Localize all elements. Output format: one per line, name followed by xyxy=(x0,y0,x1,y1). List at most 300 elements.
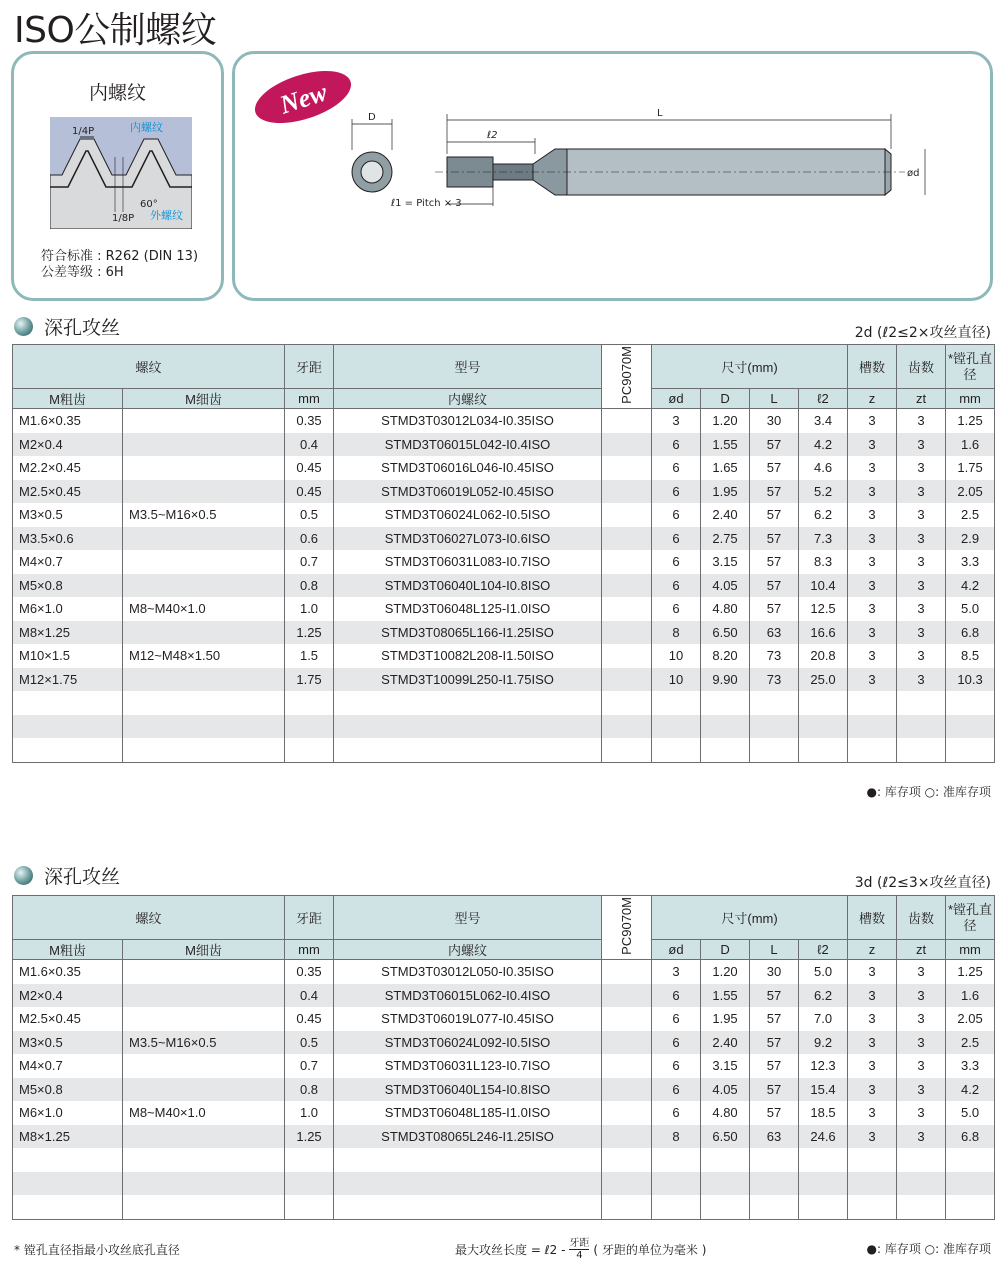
header-pitch-unit: mm xyxy=(285,940,334,960)
dim-od-label: ød xyxy=(907,168,920,179)
cell-od: 6 xyxy=(652,480,701,504)
cell-m-fine xyxy=(123,574,285,598)
cell-D: 2.75 xyxy=(701,527,750,551)
cell-z: 3 xyxy=(848,433,897,457)
table-row xyxy=(13,1054,995,1078)
cell-l2: 12.3 xyxy=(799,1054,848,1078)
cell-model: STMD3T06040L154-I0.8ISO xyxy=(334,1078,602,1102)
cell-zt: 3 xyxy=(897,597,946,621)
table-row xyxy=(13,738,995,762)
table-row xyxy=(13,527,995,551)
header-l2: ℓ2 xyxy=(799,940,848,960)
cell-D: 1.55 xyxy=(701,433,750,457)
cell-model xyxy=(334,1195,602,1219)
cell-model: STMD3T06015L042-I0.4ISO xyxy=(334,433,602,457)
footer-formula xyxy=(455,1238,706,1261)
cell-grade xyxy=(602,1195,652,1219)
cell-od xyxy=(652,1172,701,1196)
table-row xyxy=(13,1172,995,1196)
page-title: ISO公制螺纹 xyxy=(14,10,217,51)
header-dims: 尺寸(mm) xyxy=(652,345,848,389)
cell-zt: 3 xyxy=(897,984,946,1008)
cell-zt: 3 xyxy=(897,1125,946,1149)
cell-pitch: 0.8 xyxy=(285,574,334,598)
cell-od: 8 xyxy=(652,621,701,645)
cell-m-fine xyxy=(123,527,285,551)
cell-z: 3 xyxy=(848,1101,897,1125)
cell-z: 3 xyxy=(848,597,897,621)
cell-L: 57 xyxy=(750,1007,799,1031)
cell-grade xyxy=(602,644,652,668)
section1-title: 深孔攻丝 xyxy=(44,317,121,339)
cell-pitch xyxy=(285,691,334,715)
cell-z: 3 xyxy=(848,527,897,551)
cell-m-coarse: M10×1.5 xyxy=(13,644,123,668)
cell-grade xyxy=(602,984,652,1008)
cell-m-fine xyxy=(123,691,285,715)
cell-grade xyxy=(602,574,652,598)
cell-z: 3 xyxy=(848,668,897,692)
cell-m-fine: M12~M48×1.50 xyxy=(123,644,285,668)
cell-z: 3 xyxy=(848,574,897,598)
cell-od: 6 xyxy=(652,456,701,480)
cell-D: 1.95 xyxy=(701,1007,750,1031)
cell-L: 57 xyxy=(750,480,799,504)
cell-m-fine: M8~M40×1.0 xyxy=(123,1101,285,1125)
cell-L: 57 xyxy=(750,1031,799,1055)
cell-m-fine: M3.5~M16×0.5 xyxy=(123,503,285,527)
cell-D: 4.05 xyxy=(701,1078,750,1102)
header-m-fine: M细齿 xyxy=(123,389,285,409)
cell-L: 30 xyxy=(750,409,799,433)
cell-D: 4.05 xyxy=(701,574,750,598)
cell-grade xyxy=(602,960,652,984)
cell-zt: 3 xyxy=(897,433,946,457)
cell-pitch xyxy=(285,738,334,762)
cell-od: 3 xyxy=(652,409,701,433)
cell-od: 6 xyxy=(652,527,701,551)
cell-m-fine xyxy=(123,738,285,762)
eighth-pitch-label: 1/8P xyxy=(112,213,135,224)
cell-od: 3 xyxy=(652,960,701,984)
section2-bullet-icon xyxy=(14,866,33,885)
cell-grade xyxy=(602,715,652,739)
cell-z xyxy=(848,1148,897,1172)
cell-m-fine xyxy=(123,621,285,645)
cell-pitch: 0.4 xyxy=(285,984,334,1008)
header-bore: *镗孔直径 xyxy=(946,345,995,389)
cell-L xyxy=(750,691,799,715)
cell-od: 6 xyxy=(652,574,701,598)
cell-grade xyxy=(602,597,652,621)
cell-m-coarse: M1.6×0.35 xyxy=(13,960,123,984)
tolerance-text: 公差等级 : 6H xyxy=(41,265,124,280)
cell-pitch xyxy=(285,1172,334,1196)
section1-bullet-icon xyxy=(14,317,33,336)
cell-model: STMD3T06048L185-I1.0ISO xyxy=(334,1101,602,1125)
cell-grade xyxy=(602,1125,652,1149)
header-thread: 螺纹 xyxy=(13,896,285,940)
cell-zt: 3 xyxy=(897,480,946,504)
cell-m-fine xyxy=(123,456,285,480)
cell-zt: 3 xyxy=(897,644,946,668)
formula-suffix: ( 牙距的单位为毫米 ) xyxy=(593,1243,707,1257)
cell-zt: 3 xyxy=(897,503,946,527)
header-pitch: 牙距 xyxy=(285,345,334,389)
cell-m-coarse xyxy=(13,1172,123,1196)
cell-pitch: 0.35 xyxy=(285,960,334,984)
cell-model: STMD3T06027L073-I0.6ISO xyxy=(334,527,602,551)
cell-bore: 2.05 xyxy=(946,480,995,504)
dim-l1-label: ℓ1 = Pitch × 3 xyxy=(391,198,462,209)
cell-od: 6 xyxy=(652,433,701,457)
cell-pitch: 1.5 xyxy=(285,644,334,668)
cell-pitch: 0.45 xyxy=(285,1007,334,1031)
cell-od: 6 xyxy=(652,1078,701,1102)
cell-L: 57 xyxy=(750,574,799,598)
table-row xyxy=(13,1195,995,1219)
cell-l2: 7.0 xyxy=(799,1007,848,1031)
cell-L: 57 xyxy=(750,527,799,551)
tool-drawing xyxy=(235,54,990,298)
cell-D: 4.80 xyxy=(701,597,750,621)
cell-zt: 3 xyxy=(897,668,946,692)
table-row xyxy=(13,1125,995,1149)
cell-model: STMD3T06015L062-I0.4ISO xyxy=(334,984,602,1008)
cell-l2: 4.6 xyxy=(799,456,848,480)
cell-L: 30 xyxy=(750,960,799,984)
cell-zt: 3 xyxy=(897,1101,946,1125)
cell-D: 1.95 xyxy=(701,480,750,504)
cell-grade xyxy=(602,621,652,645)
cell-m-coarse xyxy=(13,738,123,762)
cell-z: 3 xyxy=(848,1054,897,1078)
cell-bore: 1.25 xyxy=(946,960,995,984)
cell-m-coarse: M2.5×0.45 xyxy=(13,1007,123,1031)
table-row xyxy=(13,1031,995,1055)
cell-pitch xyxy=(285,1195,334,1219)
cell-l2: 6.2 xyxy=(799,984,848,1008)
cell-D xyxy=(701,1172,750,1196)
cell-D: 1.20 xyxy=(701,409,750,433)
header-od: ød xyxy=(652,389,701,409)
cell-model: STMD3T06024L092-I0.5ISO xyxy=(334,1031,602,1055)
cell-L: 57 xyxy=(750,1101,799,1125)
cell-m-fine xyxy=(123,960,285,984)
cell-zt: 3 xyxy=(897,621,946,645)
cell-bore: 6.8 xyxy=(946,621,995,645)
cell-grade xyxy=(602,1054,652,1078)
cell-m-coarse: M4×0.7 xyxy=(13,550,123,574)
cell-m-coarse: M2×0.4 xyxy=(13,433,123,457)
cell-zt: 3 xyxy=(897,527,946,551)
header-L: L xyxy=(750,389,799,409)
cell-m-coarse: M2.5×0.45 xyxy=(13,480,123,504)
cell-l2: 9.2 xyxy=(799,1031,848,1055)
cell-od xyxy=(652,1148,701,1172)
cell-m-fine xyxy=(123,1054,285,1078)
cell-m-fine xyxy=(123,1078,285,1102)
cell-grade xyxy=(602,527,652,551)
cell-m-fine xyxy=(123,715,285,739)
cell-zt: 3 xyxy=(897,1054,946,1078)
cell-D xyxy=(701,738,750,762)
cell-zt: 3 xyxy=(897,1007,946,1031)
thread-profile-panel xyxy=(11,51,224,301)
cell-L: 57 xyxy=(750,984,799,1008)
dim-l2-label: ℓ2 xyxy=(487,130,498,141)
cell-L: 57 xyxy=(750,1078,799,1102)
cell-model: STMD3T10082L208-I1.50ISO xyxy=(334,644,602,668)
header-m-coarse: M粗齿 xyxy=(13,389,123,409)
cell-l2: 3.4 xyxy=(799,409,848,433)
cell-od: 6 xyxy=(652,1054,701,1078)
cell-zt xyxy=(897,1172,946,1196)
cell-l2: 5.0 xyxy=(799,960,848,984)
cell-model xyxy=(334,738,602,762)
header-flutes: 槽数 xyxy=(848,896,897,940)
cell-L: 73 xyxy=(750,644,799,668)
cell-l2: 6.2 xyxy=(799,503,848,527)
cell-bore: 8.5 xyxy=(946,644,995,668)
cell-D: 4.80 xyxy=(701,1101,750,1125)
header-z: z xyxy=(848,389,897,409)
cell-zt xyxy=(897,1195,946,1219)
cell-D xyxy=(701,1195,750,1219)
cell-L: 57 xyxy=(750,550,799,574)
cell-D: 2.40 xyxy=(701,503,750,527)
cell-L xyxy=(750,1148,799,1172)
cell-od: 10 xyxy=(652,668,701,692)
cell-z: 3 xyxy=(848,456,897,480)
cell-bore: 10.3 xyxy=(946,668,995,692)
section2-title: 深孔攻丝 xyxy=(44,866,121,888)
cell-grade xyxy=(602,691,652,715)
cell-l2: 7.3 xyxy=(799,527,848,551)
formula-fraction xyxy=(569,1238,589,1261)
cell-pitch xyxy=(285,715,334,739)
table-row xyxy=(13,1007,995,1031)
cell-od: 10 xyxy=(652,644,701,668)
cell-zt xyxy=(897,715,946,739)
footer-legend: ●: 库存项 ○: 准库存项 xyxy=(866,1242,991,1256)
cell-pitch: 0.5 xyxy=(285,503,334,527)
table-row xyxy=(13,621,995,645)
cell-od xyxy=(652,1195,701,1219)
header-od: ød xyxy=(652,940,701,960)
table-row xyxy=(13,960,995,984)
header-l2: ℓ2 xyxy=(799,389,848,409)
section2-subtitle: 3d (ℓ2≤3×攻丝直径) xyxy=(854,875,991,891)
cell-m-fine: M3.5~M16×0.5 xyxy=(123,1031,285,1055)
cell-m-coarse xyxy=(13,1148,123,1172)
cell-grade xyxy=(602,409,652,433)
cell-m-coarse xyxy=(13,691,123,715)
standard-text: 符合标准 : R262 (DIN 13) xyxy=(41,249,199,264)
cell-grade xyxy=(602,433,652,457)
cell-m-fine xyxy=(123,480,285,504)
cell-pitch: 0.6 xyxy=(285,527,334,551)
cell-l2: 5.2 xyxy=(799,480,848,504)
cell-z: 3 xyxy=(848,960,897,984)
table-row xyxy=(13,503,995,527)
tool-drawing-panel xyxy=(232,51,993,301)
spec-table-3d xyxy=(12,895,995,1220)
table-row xyxy=(13,668,995,692)
formula-numerator: 牙距 xyxy=(569,1238,590,1249)
cell-grade xyxy=(602,456,652,480)
cell-zt: 3 xyxy=(897,409,946,433)
cell-L: 63 xyxy=(750,1125,799,1149)
cell-z: 3 xyxy=(848,409,897,433)
cell-zt: 3 xyxy=(897,456,946,480)
cell-bore: 6.8 xyxy=(946,1125,995,1149)
cell-grade xyxy=(602,1031,652,1055)
cell-D: 1.55 xyxy=(701,984,750,1008)
cell-m-coarse: M4×0.7 xyxy=(13,1054,123,1078)
cell-l2: 4.2 xyxy=(799,433,848,457)
cell-pitch: 0.5 xyxy=(285,1031,334,1055)
cell-bore: 2.5 xyxy=(946,503,995,527)
cell-od xyxy=(652,691,701,715)
cell-od: 6 xyxy=(652,503,701,527)
thread-profile-diagram xyxy=(50,117,192,229)
cell-L: 57 xyxy=(750,456,799,480)
dim-D-label: D xyxy=(368,112,376,123)
cell-grade xyxy=(602,550,652,574)
cell-bore xyxy=(946,691,995,715)
cell-od xyxy=(652,715,701,739)
cell-pitch: 0.4 xyxy=(285,433,334,457)
cell-model xyxy=(334,715,602,739)
cell-grade xyxy=(602,1007,652,1031)
cell-od: 6 xyxy=(652,1101,701,1125)
grade-label: PC9070M xyxy=(619,346,635,404)
cell-model: STMD3T06024L062-I0.5ISO xyxy=(334,503,602,527)
header-m-coarse: M粗齿 xyxy=(13,940,123,960)
table-row xyxy=(13,480,995,504)
cell-z: 3 xyxy=(848,480,897,504)
cell-l2 xyxy=(799,1148,848,1172)
header-internal: 内螺纹 xyxy=(334,389,602,409)
cell-D: 8.20 xyxy=(701,644,750,668)
cell-D: 6.50 xyxy=(701,621,750,645)
cell-zt: 3 xyxy=(897,960,946,984)
cell-m-coarse: M3×0.5 xyxy=(13,503,123,527)
quarter-pitch-label: 1/4P xyxy=(72,126,95,137)
cell-zt xyxy=(897,1148,946,1172)
cell-z: 3 xyxy=(848,1007,897,1031)
cell-bore: 2.5 xyxy=(946,1031,995,1055)
cell-model: STMD3T10099L250-I1.75ISO xyxy=(334,668,602,692)
cell-zt xyxy=(897,691,946,715)
cell-od: 6 xyxy=(652,1007,701,1031)
section1-subtitle: 2d (ℓ2≤2×攻丝直径) xyxy=(854,325,991,341)
header-model: 型号 xyxy=(334,345,602,389)
cell-grade xyxy=(602,1078,652,1102)
table2-body xyxy=(13,960,995,1220)
cell-m-coarse: M5×0.8 xyxy=(13,574,123,598)
cell-m-coarse: M6×1.0 xyxy=(13,1101,123,1125)
cell-m-coarse: M2×0.4 xyxy=(13,984,123,1008)
cell-m-fine xyxy=(123,433,285,457)
header-model: 型号 xyxy=(334,896,602,940)
cell-grade xyxy=(602,738,652,762)
cell-bore: 3.3 xyxy=(946,550,995,574)
cell-grade xyxy=(602,1101,652,1125)
cell-m-fine xyxy=(123,409,285,433)
header-bore-unit: mm xyxy=(946,389,995,409)
header-L: L xyxy=(750,940,799,960)
cell-od: 6 xyxy=(652,984,701,1008)
internal-thread-label: 内螺纹 xyxy=(130,121,163,134)
cell-pitch: 0.45 xyxy=(285,456,334,480)
cell-model: STMD3T06040L104-I0.8ISO xyxy=(334,574,602,598)
cell-model: STMD3T03012L050-I0.35ISO xyxy=(334,960,602,984)
cell-l2: 24.6 xyxy=(799,1125,848,1149)
cell-l2: 20.8 xyxy=(799,644,848,668)
cell-m-coarse xyxy=(13,1195,123,1219)
cell-m-fine xyxy=(123,668,285,692)
angle-label: 60° xyxy=(140,199,158,210)
cell-od: 8 xyxy=(652,1125,701,1149)
cell-od: 6 xyxy=(652,1031,701,1055)
header-internal: 内螺纹 xyxy=(334,940,602,960)
formula-denominator: 4 xyxy=(576,1250,583,1261)
cell-l2: 12.5 xyxy=(799,597,848,621)
cell-z: 3 xyxy=(848,621,897,645)
thread-panel-title: 内螺纹 xyxy=(88,82,146,104)
cell-L: 73 xyxy=(750,668,799,692)
cell-bore xyxy=(946,1195,995,1219)
cell-m-fine xyxy=(123,1195,285,1219)
cell-L: 57 xyxy=(750,433,799,457)
cell-bore xyxy=(946,1148,995,1172)
cell-D: 2.40 xyxy=(701,1031,750,1055)
formula-prefix: 最大攻丝长度 = ℓ2 - xyxy=(455,1243,566,1257)
header-D: D xyxy=(701,389,750,409)
cell-od: 6 xyxy=(652,597,701,621)
cell-m-fine xyxy=(123,984,285,1008)
table-row xyxy=(13,644,995,668)
header-bore-unit: mm xyxy=(946,940,995,960)
cell-model: STMD3T06031L083-I0.7ISO xyxy=(334,550,602,574)
cell-z xyxy=(848,738,897,762)
cell-m-fine xyxy=(123,1125,285,1149)
table-row xyxy=(13,1078,995,1102)
new-badge-text: New xyxy=(276,77,331,120)
spec-table-2d xyxy=(12,344,995,763)
header-D: D xyxy=(701,940,750,960)
end-view xyxy=(352,112,392,192)
header-bore: *镗孔直径 xyxy=(946,896,995,940)
cell-m-fine xyxy=(123,550,285,574)
cell-m-coarse: M8×1.25 xyxy=(13,621,123,645)
cell-pitch: 0.7 xyxy=(285,550,334,574)
cell-model: STMD3T08065L166-I1.25ISO xyxy=(334,621,602,645)
cell-zt: 3 xyxy=(897,1078,946,1102)
cell-m-coarse: M3.5×0.6 xyxy=(13,527,123,551)
cell-m-coarse: M6×1.0 xyxy=(13,597,123,621)
cell-m-coarse: M3×0.5 xyxy=(13,1031,123,1055)
cell-L xyxy=(750,1172,799,1196)
cell-od: 6 xyxy=(652,550,701,574)
cell-l2: 18.5 xyxy=(799,1101,848,1125)
cell-z: 3 xyxy=(848,503,897,527)
cell-L: 57 xyxy=(750,503,799,527)
table-row xyxy=(13,433,995,457)
cell-pitch xyxy=(285,1148,334,1172)
